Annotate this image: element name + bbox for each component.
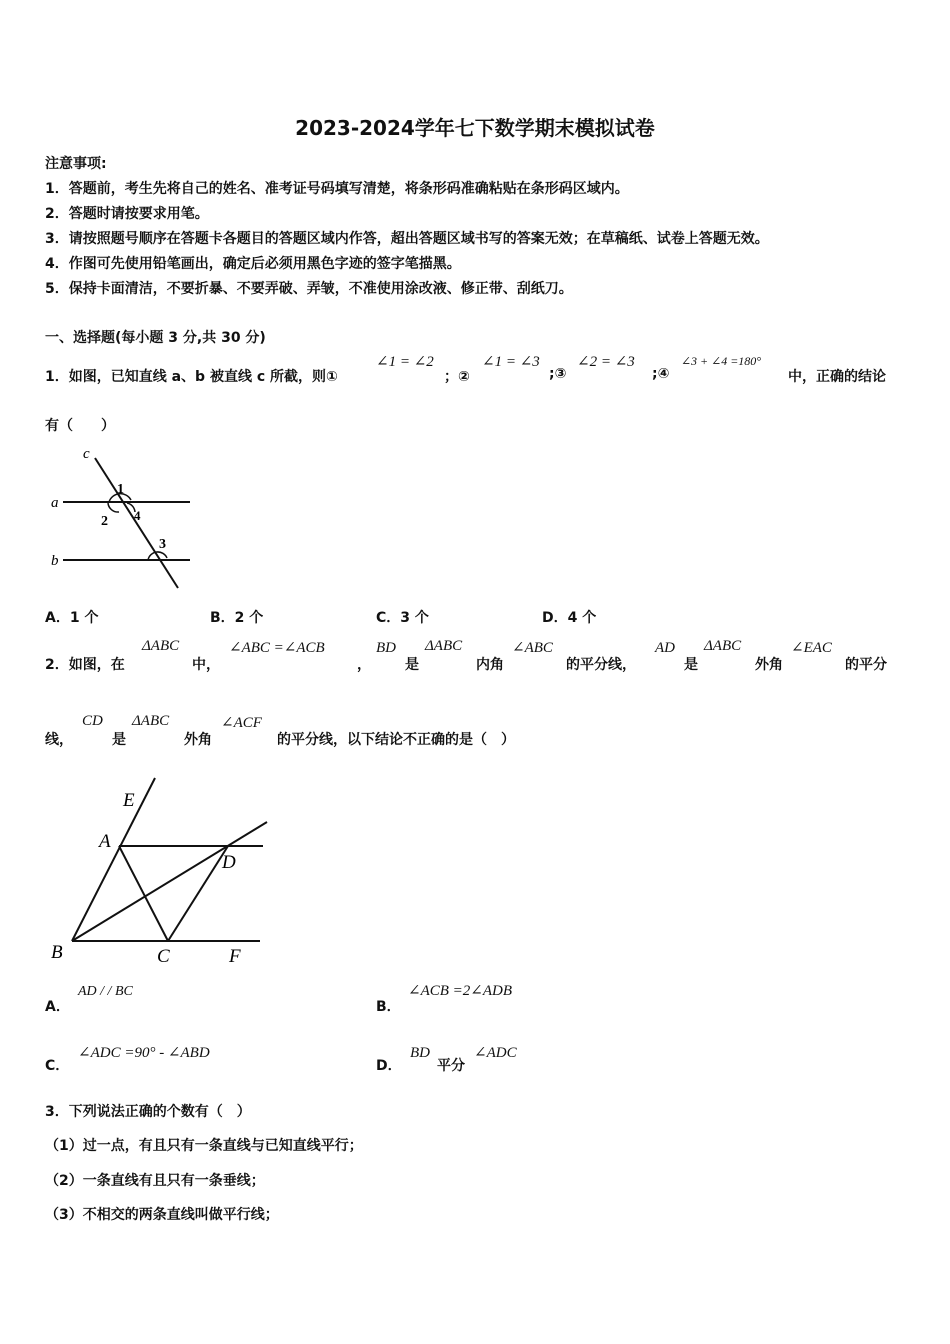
q2-text: 中，	[192, 657, 220, 673]
q1-expr-3: ∠2 = ∠3	[577, 354, 635, 370]
label-3: 3	[159, 537, 166, 552]
q1-option-a[interactable]: A．1 个	[45, 610, 99, 626]
notice-item: 5．保持卡面清洁，不要折暴、不要弄破、弄皱，不准使用涂改液、修正带、刮纸刀。	[45, 281, 573, 297]
q2-text: 的平分线，以下结论不正确的是（ ）	[277, 732, 515, 748]
q2-math: AD	[655, 640, 675, 656]
label-1: 1	[117, 482, 124, 497]
q2-text: 内角	[476, 657, 504, 673]
label-C: C	[157, 946, 170, 967]
q1-line2: 有（ ）	[45, 418, 115, 434]
q3-item: （1）过一点，有且只有一条直线与已知直线平行；	[45, 1138, 363, 1154]
q2-text: 是	[112, 732, 126, 748]
q2-math: ΔABC	[704, 638, 742, 654]
label-b: b	[51, 553, 59, 569]
notice-item: 1．答题前，考生先将自己的姓名、准考证号码填写清楚，将条形码准确粘贴在条形码区域内。	[45, 181, 629, 197]
q3-item: （2）一条直线有且只有一条垂线；	[45, 1173, 265, 1189]
label-c: c	[83, 446, 90, 462]
q2-math: ΔABC	[132, 713, 170, 729]
label-D: D	[222, 852, 236, 873]
q2-math: ∠ACF	[221, 715, 262, 731]
label-A: A	[99, 831, 111, 852]
q1-expr-1: ∠1 = ∠2	[376, 354, 434, 370]
line-AC	[119, 846, 168, 941]
q2-math: CD	[82, 713, 103, 729]
q2-option-d-text: ∠ADC	[474, 1045, 517, 1061]
q2-option-a[interactable]: A．	[45, 999, 70, 1015]
q1-option-d[interactable]: D．4 个	[542, 610, 597, 626]
q1-expr-4: ∠3 + ∠4 =180°	[681, 354, 762, 368]
q2-math: ∠EAC	[791, 640, 832, 656]
q2-math: ∠ABC	[512, 640, 553, 656]
label-E: E	[123, 790, 135, 811]
label-2: 2	[101, 514, 108, 529]
q2-option-c[interactable]: C．	[45, 1058, 70, 1074]
q2-option-d-text: BD	[410, 1045, 430, 1061]
page-title: 2023-2024学年七下数学期末模拟试卷	[295, 116, 655, 140]
q2-text: 外角	[184, 732, 212, 748]
q2-text: ，	[357, 657, 371, 673]
q2-text: 线，	[45, 732, 73, 748]
line-CD	[168, 846, 228, 941]
q2-option-d[interactable]: D．	[376, 1058, 402, 1074]
q2-figure	[45, 770, 280, 970]
section-heading: 一、选择题(每小题 3 分,共 30 分)	[45, 330, 266, 346]
q3-item: （3）不相交的两条直线叫做平行线；	[45, 1207, 279, 1223]
q2-math: ∠ABC =∠ACB	[229, 640, 325, 656]
q1-expr-2: ∠1 = ∠3	[482, 354, 540, 370]
q3-stem: 3．下列说法正确的个数有（ ）	[45, 1104, 251, 1120]
q1-sep: ;④	[652, 366, 670, 382]
q2-text: 2．如图，在	[45, 657, 125, 673]
q1-option-b[interactable]: B．2 个	[210, 610, 264, 626]
q1-lead: 1．如图，已知直线 a、b 被直线 c 所截，则①	[45, 369, 338, 385]
q2-text: 外角	[755, 657, 783, 673]
label-4: 4	[134, 508, 141, 523]
q2-option-c-text: ∠ADC =90° - ∠ABD	[78, 1045, 210, 1061]
q2-option-a-text: AD / / BC	[78, 984, 133, 999]
notice-heading: 注意事项:	[45, 156, 107, 172]
q2-math: ΔABC	[425, 638, 463, 654]
q2-text: 的平分	[845, 657, 887, 673]
q1-sep: ；②	[444, 369, 470, 385]
q1-figure	[45, 440, 205, 600]
q2-text: 是	[684, 657, 698, 673]
label-F: F	[229, 946, 241, 967]
q2-math: ΔABC	[142, 638, 180, 654]
label-B: B	[51, 942, 63, 963]
q1-tail: 中，正确的结论	[788, 369, 886, 385]
notice-item: 3．请按照题号顺序在答题卡各题目的答题区域内作答，超出答题区域书写的答案无效；在草稿纸、试卷上答题无效。	[45, 231, 769, 247]
q2-option-d-text: 平分	[437, 1058, 465, 1074]
q2-math: BD	[376, 640, 396, 656]
angle-arc-2	[108, 503, 119, 512]
q2-option-b[interactable]: B．	[376, 999, 401, 1015]
notice-item: 2．答题时请按要求用笔。	[45, 206, 209, 222]
q2-text: 是	[405, 657, 419, 673]
notice-item: 4．作图可先使用铅笔画出，确定后必须用黑色字迹的签字笔描黑。	[45, 256, 461, 272]
label-a: a	[51, 495, 59, 511]
q1-sep: ;③	[549, 366, 567, 382]
q2-text: 的平分线，	[566, 657, 636, 673]
q2-option-b-text: ∠ACB =2∠ADB	[408, 983, 512, 999]
q1-option-c[interactable]: C．3 个	[376, 610, 429, 626]
